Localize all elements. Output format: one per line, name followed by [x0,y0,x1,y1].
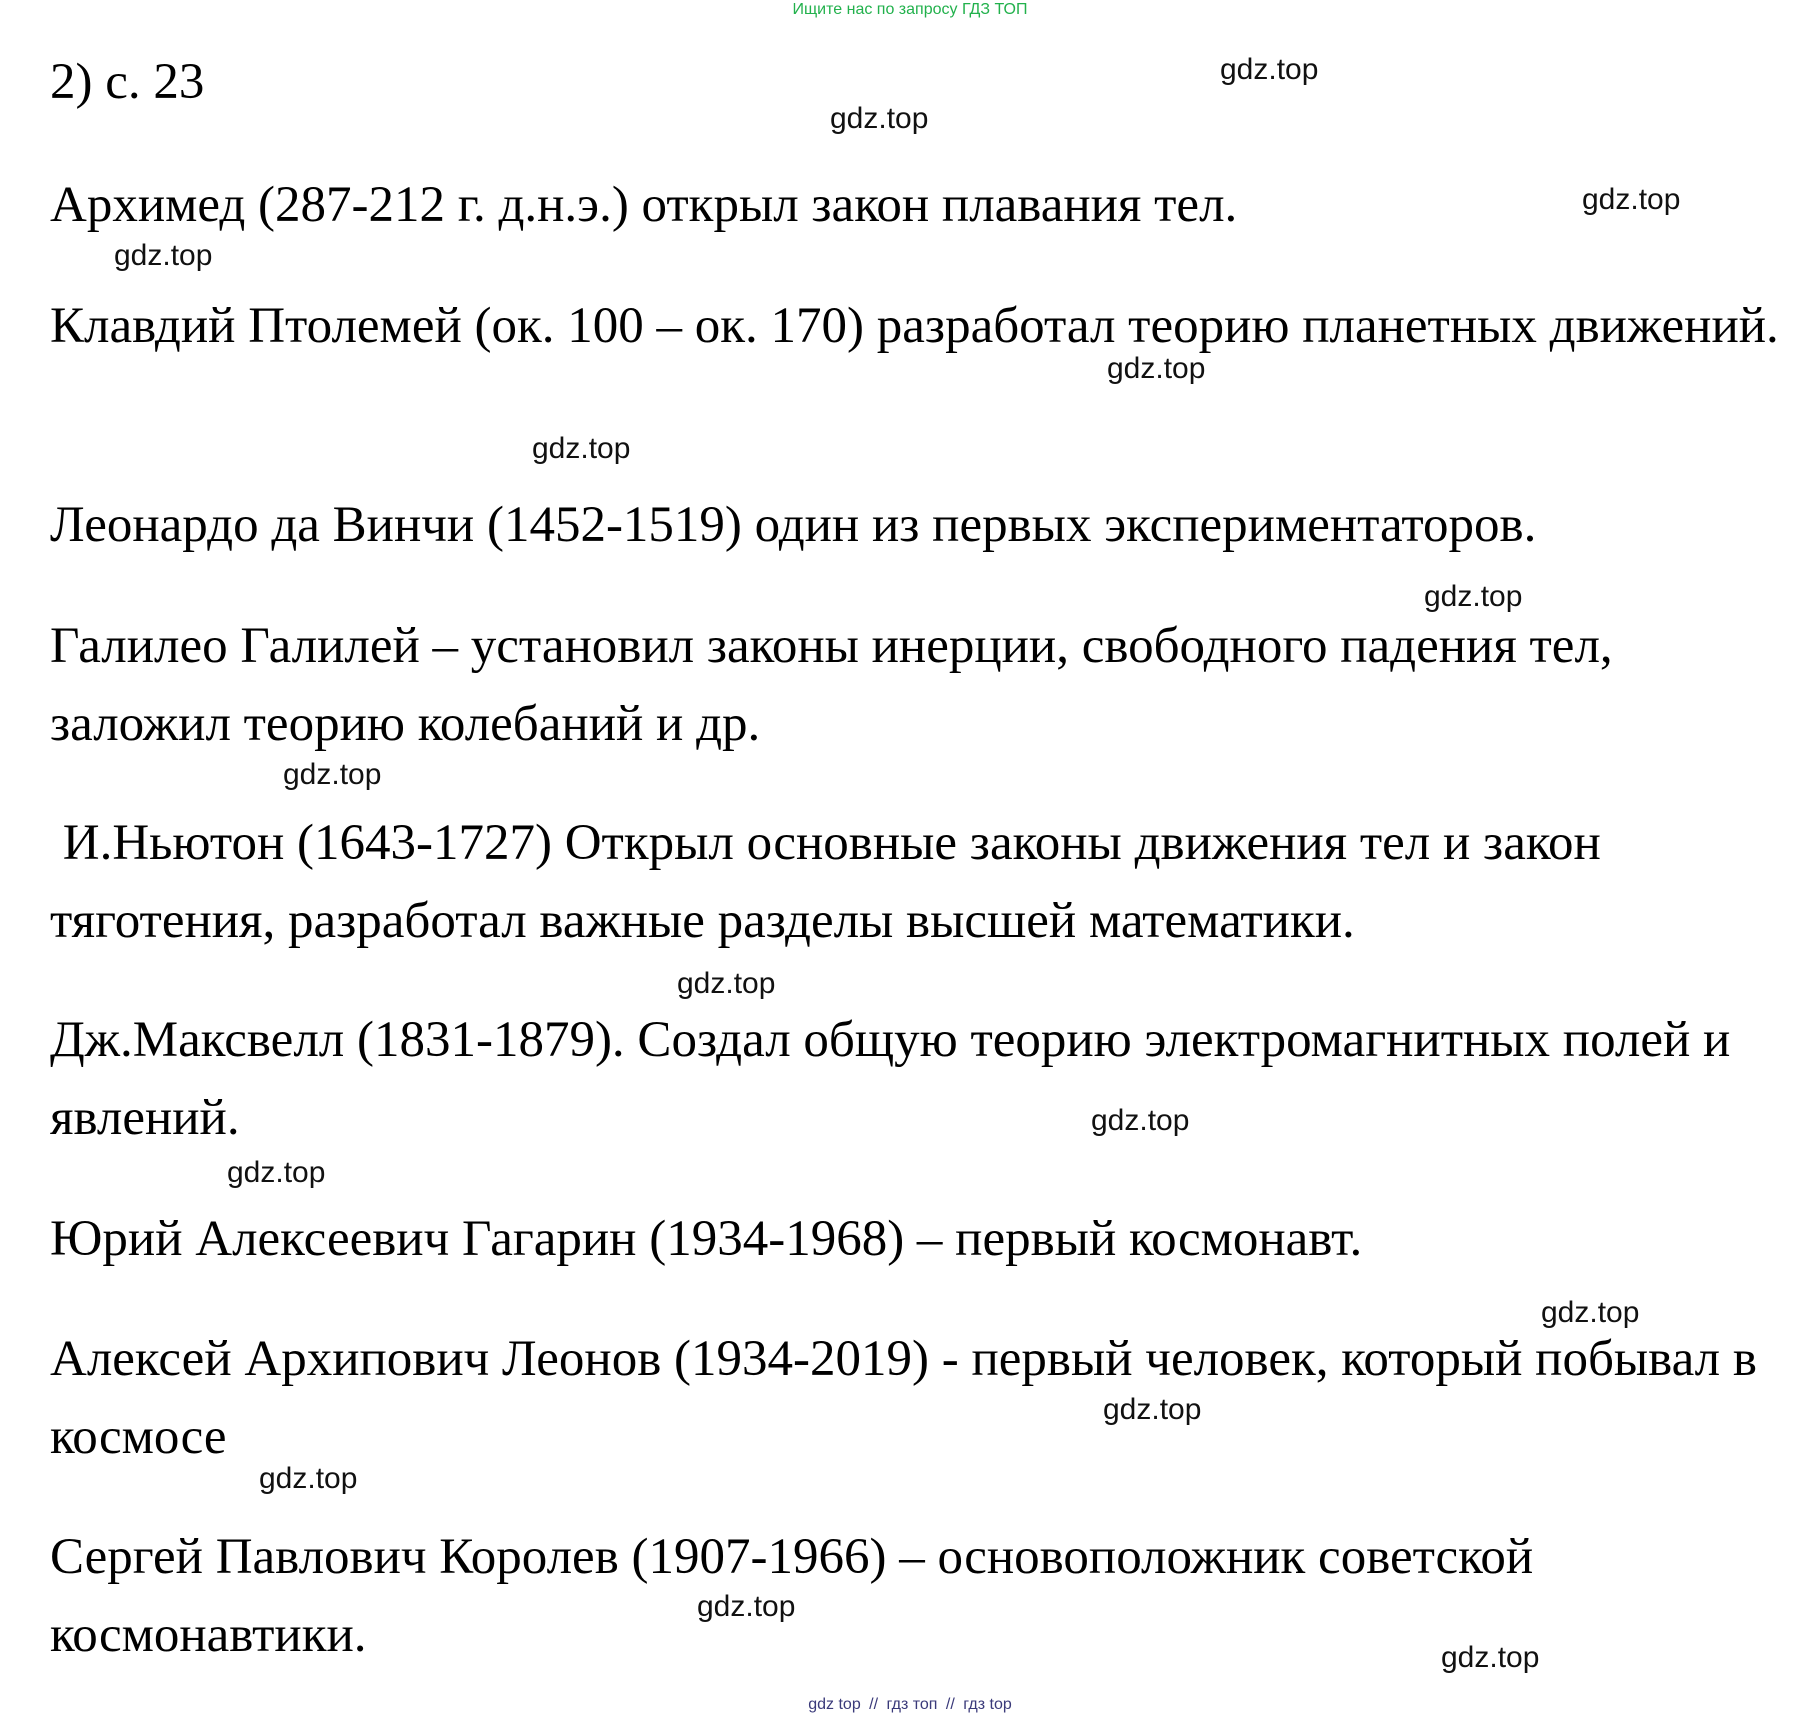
paragraph-korolev: Сергей Павлович Королев (1907-1966) – основоположник советской космонавтики. [50,1529,1534,1663]
watermark: gdz.top [532,432,631,465]
paragraph-leonov: Алексей Архипович Леонов (1934-2019) - первый человек, который побывал в космосе [50,1331,1757,1465]
watermark: gdz.top [677,967,776,1000]
footer-link[interactable]: гдз top [963,1696,1012,1713]
footer-separator: // [945,1696,955,1713]
paragraph-archimedes: Архимед (287-212 г. д.н.э.) открыл закон плавания тел. [50,177,1238,233]
page-heading: 2) с. 23 [50,54,205,110]
watermark: gdz.top [1424,580,1523,613]
watermark: gdz.top [259,1462,358,1495]
footer-links [0,1696,1820,1714]
watermark: gdz.top [1441,1641,1540,1674]
watermark: gdz.top [114,239,213,272]
watermark: gdz.top [830,102,929,135]
footer-link[interactable]: гдз топ [886,1696,938,1713]
watermark: gdz.top [1220,53,1319,86]
watermark: gdz.top [283,758,382,791]
watermark: gdz.top [1582,183,1681,216]
paragraph-galileo: Галилео Галилей – установил законы инерции, свободного падения тел, заложил теорию колебаний и др. [50,618,1613,752]
footer-separator: // [869,1696,879,1713]
watermark: gdz.top [227,1156,326,1189]
watermark: gdz.top [1107,352,1206,385]
watermark: gdz.top [1103,1393,1202,1426]
paragraph-newton: И.Ньютон (1643-1727) Открыл основные законы движения тел и закон тяготения, разработал важные разделы высшей математики. [50,815,1614,949]
paragraph-ptolemy: Клавдий Птолемей (ок. 100 – ок. 170) разработал теорию планетных движений. [50,298,1779,354]
watermark: gdz.top [1541,1296,1640,1329]
paragraph-gagarin: Юрий Алексеевич Гагарин (1934-1968) – первый космонавт. [50,1211,1363,1267]
watermark: gdz.top [1091,1104,1190,1137]
paragraph-leonardo: Леонардо да Винчи (1452-1519) один из первых экспериментаторов. [50,497,1537,553]
footer-link[interactable]: gdz top [808,1696,861,1713]
paragraph-maxwell: Дж.Максвелл (1831-1879). Создал общую теорию электромагнитных полей и явлений. [50,1012,1731,1146]
watermark: gdz.top [697,1590,796,1623]
search-hint-link[interactable]: Ищите нас по запросу ГДЗ ТОП [792,1,1028,18]
